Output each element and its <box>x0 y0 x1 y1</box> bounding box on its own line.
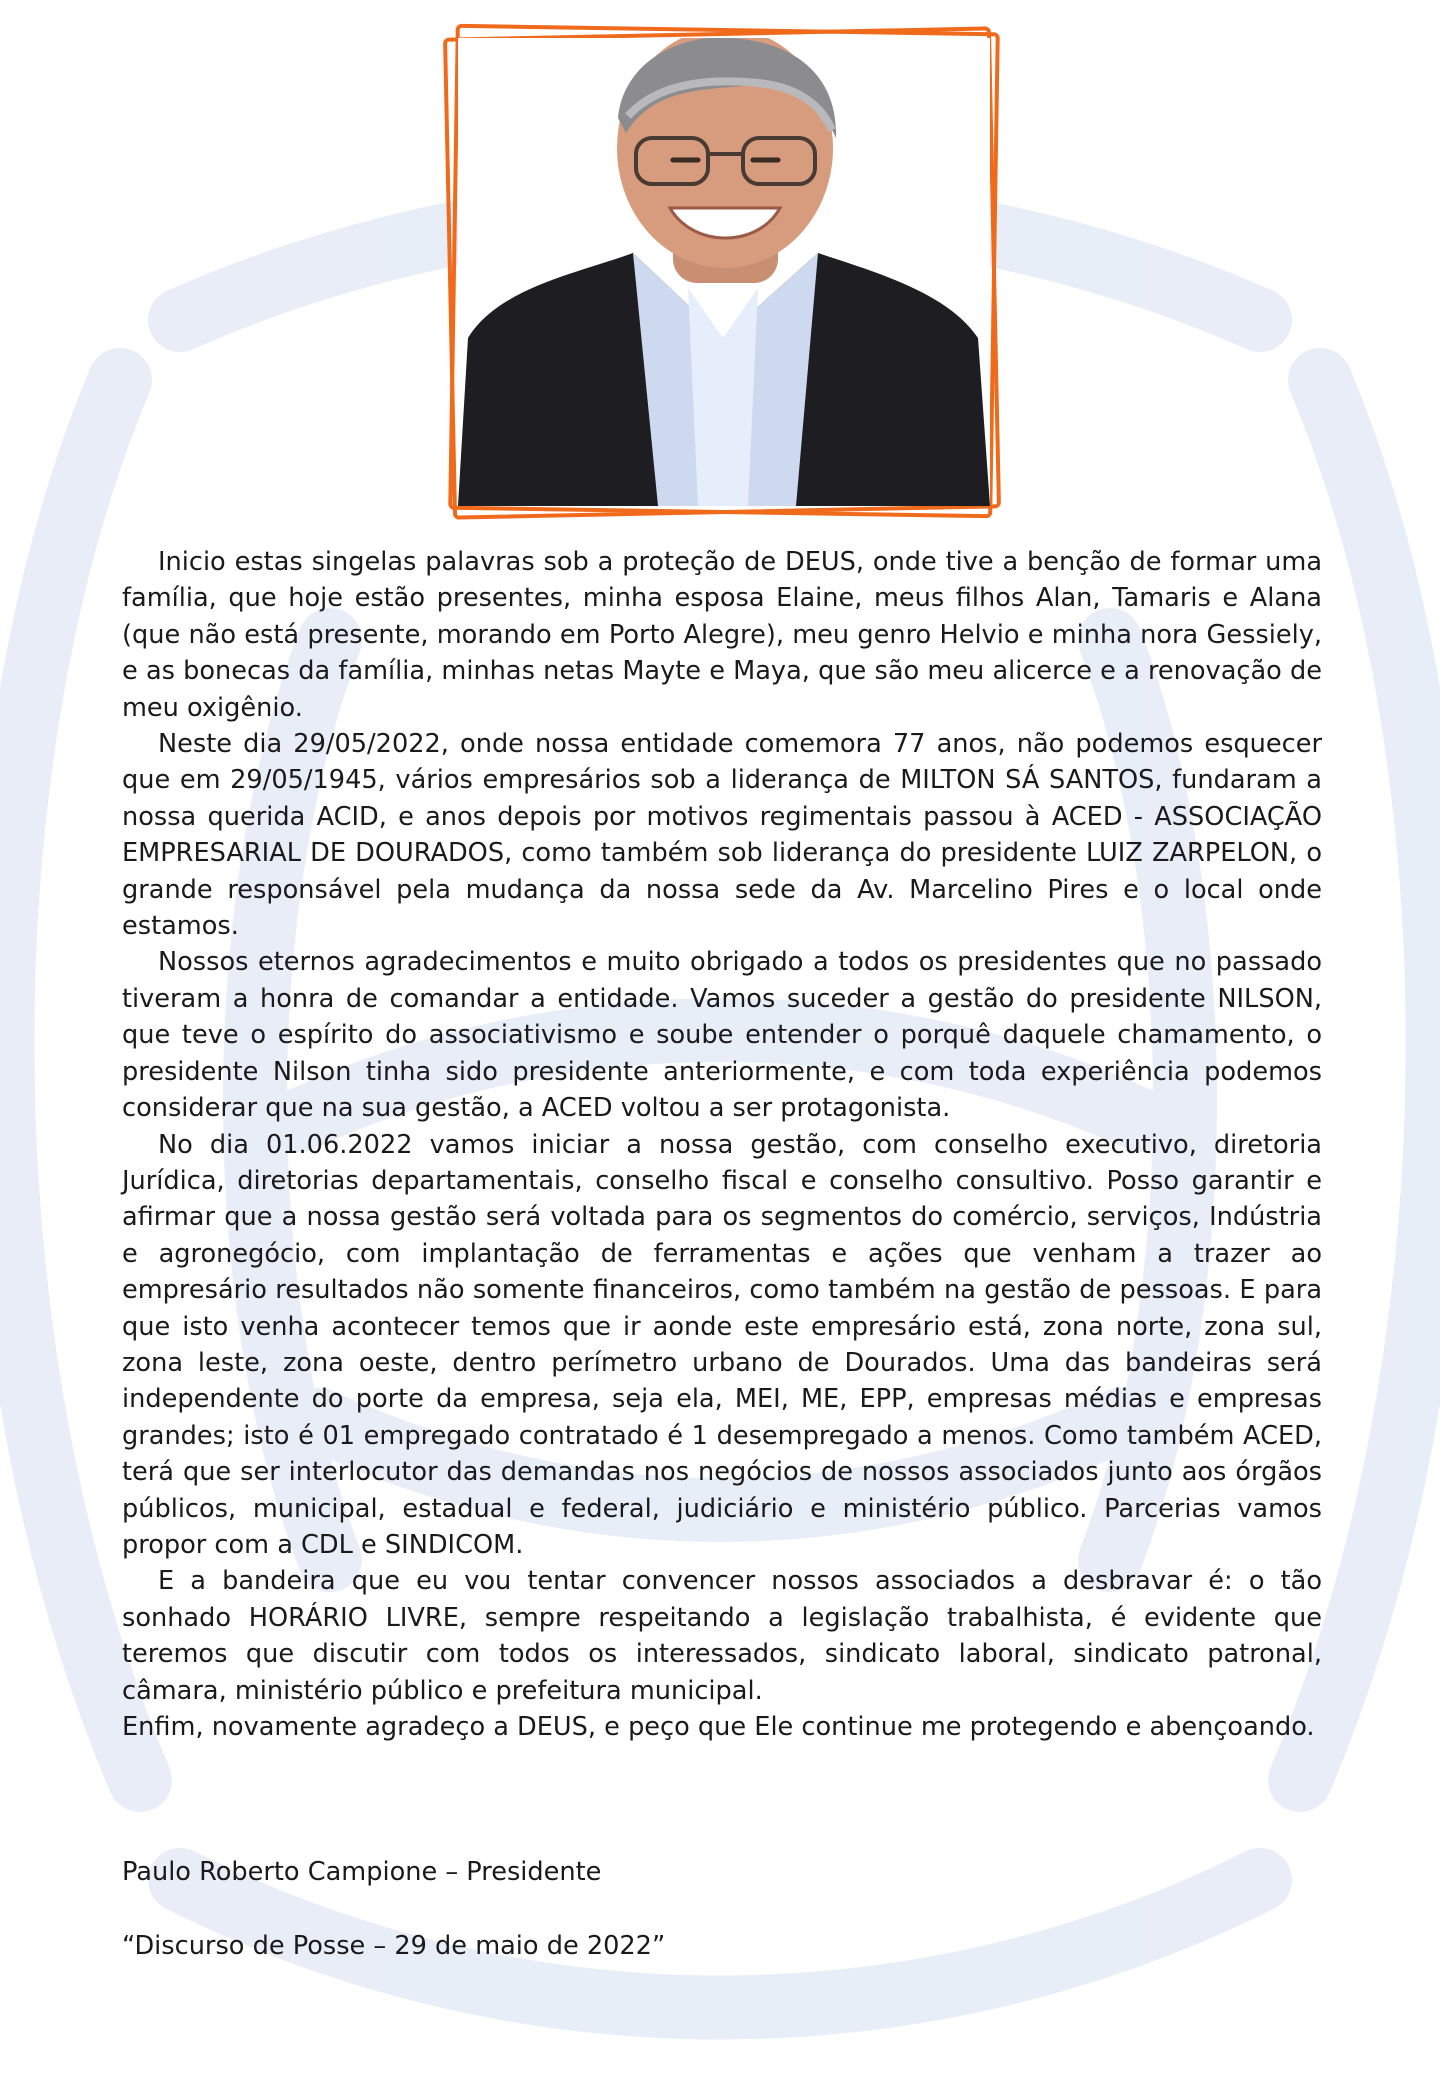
speech-caption: “Discurso de Posse – 29 de maio de 2022” <box>122 1931 666 1961</box>
portrait-frame <box>440 22 1010 522</box>
speech-paragraph-6: Enfim, novamente agradeço a DEUS, e peço que Ele continue me protegendo e abençoando. <box>122 1712 1315 1742</box>
signature-line: Paulo Roberto Campione – Presidente <box>122 1857 602 1887</box>
speech-paragraph-2: Neste dia 29/05/2022, onde nossa entidade comemora 77 anos, não podemos esquecer que em 29/05/1945, vários empresários sob a liderança de MILTON SÁ SANTOS, fundaram a nossa querida ACID, e anos depois por motivos regimentais passou à ACED - ASSOCIAÇÃO EMPRESARIAL DE DOURADOS, como também sob liderança do presidente LUIZ ZARPELON, o grande responsável pela mudança da nossa sede da Av. Marcelino Pires e o local onde estamos. <box>122 729 1322 942</box>
speech-paragraph-5: E a bandeira que eu vou tentar convencer nossos associados a desbravar é: o tão sonhado HORÁRIO LIVRE, sempre respeitando a legislação trabalhista, é evidente que teremos que discutir com todos os interessados, sindicato laboral, sindicato patronal, câmara, ministério público e prefeitura municipal. <box>122 1566 1322 1706</box>
portrait-photo <box>458 38 990 506</box>
watermark-left-arc <box>2 380 140 1780</box>
speech-paragraph-1: Inicio estas singelas palavras sob a proteção de DEUS, onde tive a benção de formar uma família, que hoje estão presentes, minha esposa Elaine, meus filhos Alan, Tamaris e Alana (que não está presente, morando em Porto Alegre), meu genro Helvio e minha nora Gessiely, e as bonecas da família, minhas netas Mayte e Maya, que são meu alicerce e a renovação de meu oxigênio. <box>122 547 1322 723</box>
speech-paragraph-4: No dia 01.06.2022 vamos iniciar a nossa gestão, com conselho executivo, diretoria Jurídica, diretorias departamentais, conselho fiscal e conselho consultivo. Posso garantir e afirmar que a nossa gestão será voltada para os segmentos do comércio, serviços, Indústria e agronegócio, com implantação de ferramentas e ações que venham a trazer ao empresário resultados não somente financeiros, como também na gestão de pessoas. E para que isto venha acontecer temos que ir aonde este empresário está, zona norte, zona sul, zona leste, zona oeste, dentro perímetro urbano de Dourados. Uma das bandeiras será independente do porte da empresa, seja ela, MEI, ME, EPP, empresas médias e empresas grandes; isto é 01 empregado contratado é 1 desempregado a menos. Como também ACED, terá que ser interlocutor das demandas nos negócios de nossos associados junto aos órgãos públicos, municipal, estadual e federal, judiciário e ministério público. Parcerias vamos propor com a CDL e SINDICOM. <box>122 1129 1322 1560</box>
portrait-illustration <box>458 38 990 506</box>
speech-body <box>122 544 1322 1745</box>
speech-paragraph-3: Nossos eternos agradecimentos e muito obrigado a todos os presidentes que no passado tiveram a honra de comandar a entidade. Vamos suceder a gestão do presidente NILSON, que teve o espírito do associativismo e soube entender o porquê daquele chamamento, o presidente Nilson tinha sido presidente anteriormente, e com toda experiência podemos considerar que na sua gestão, a ACED voltou a ser protagonista. <box>122 947 1322 1124</box>
